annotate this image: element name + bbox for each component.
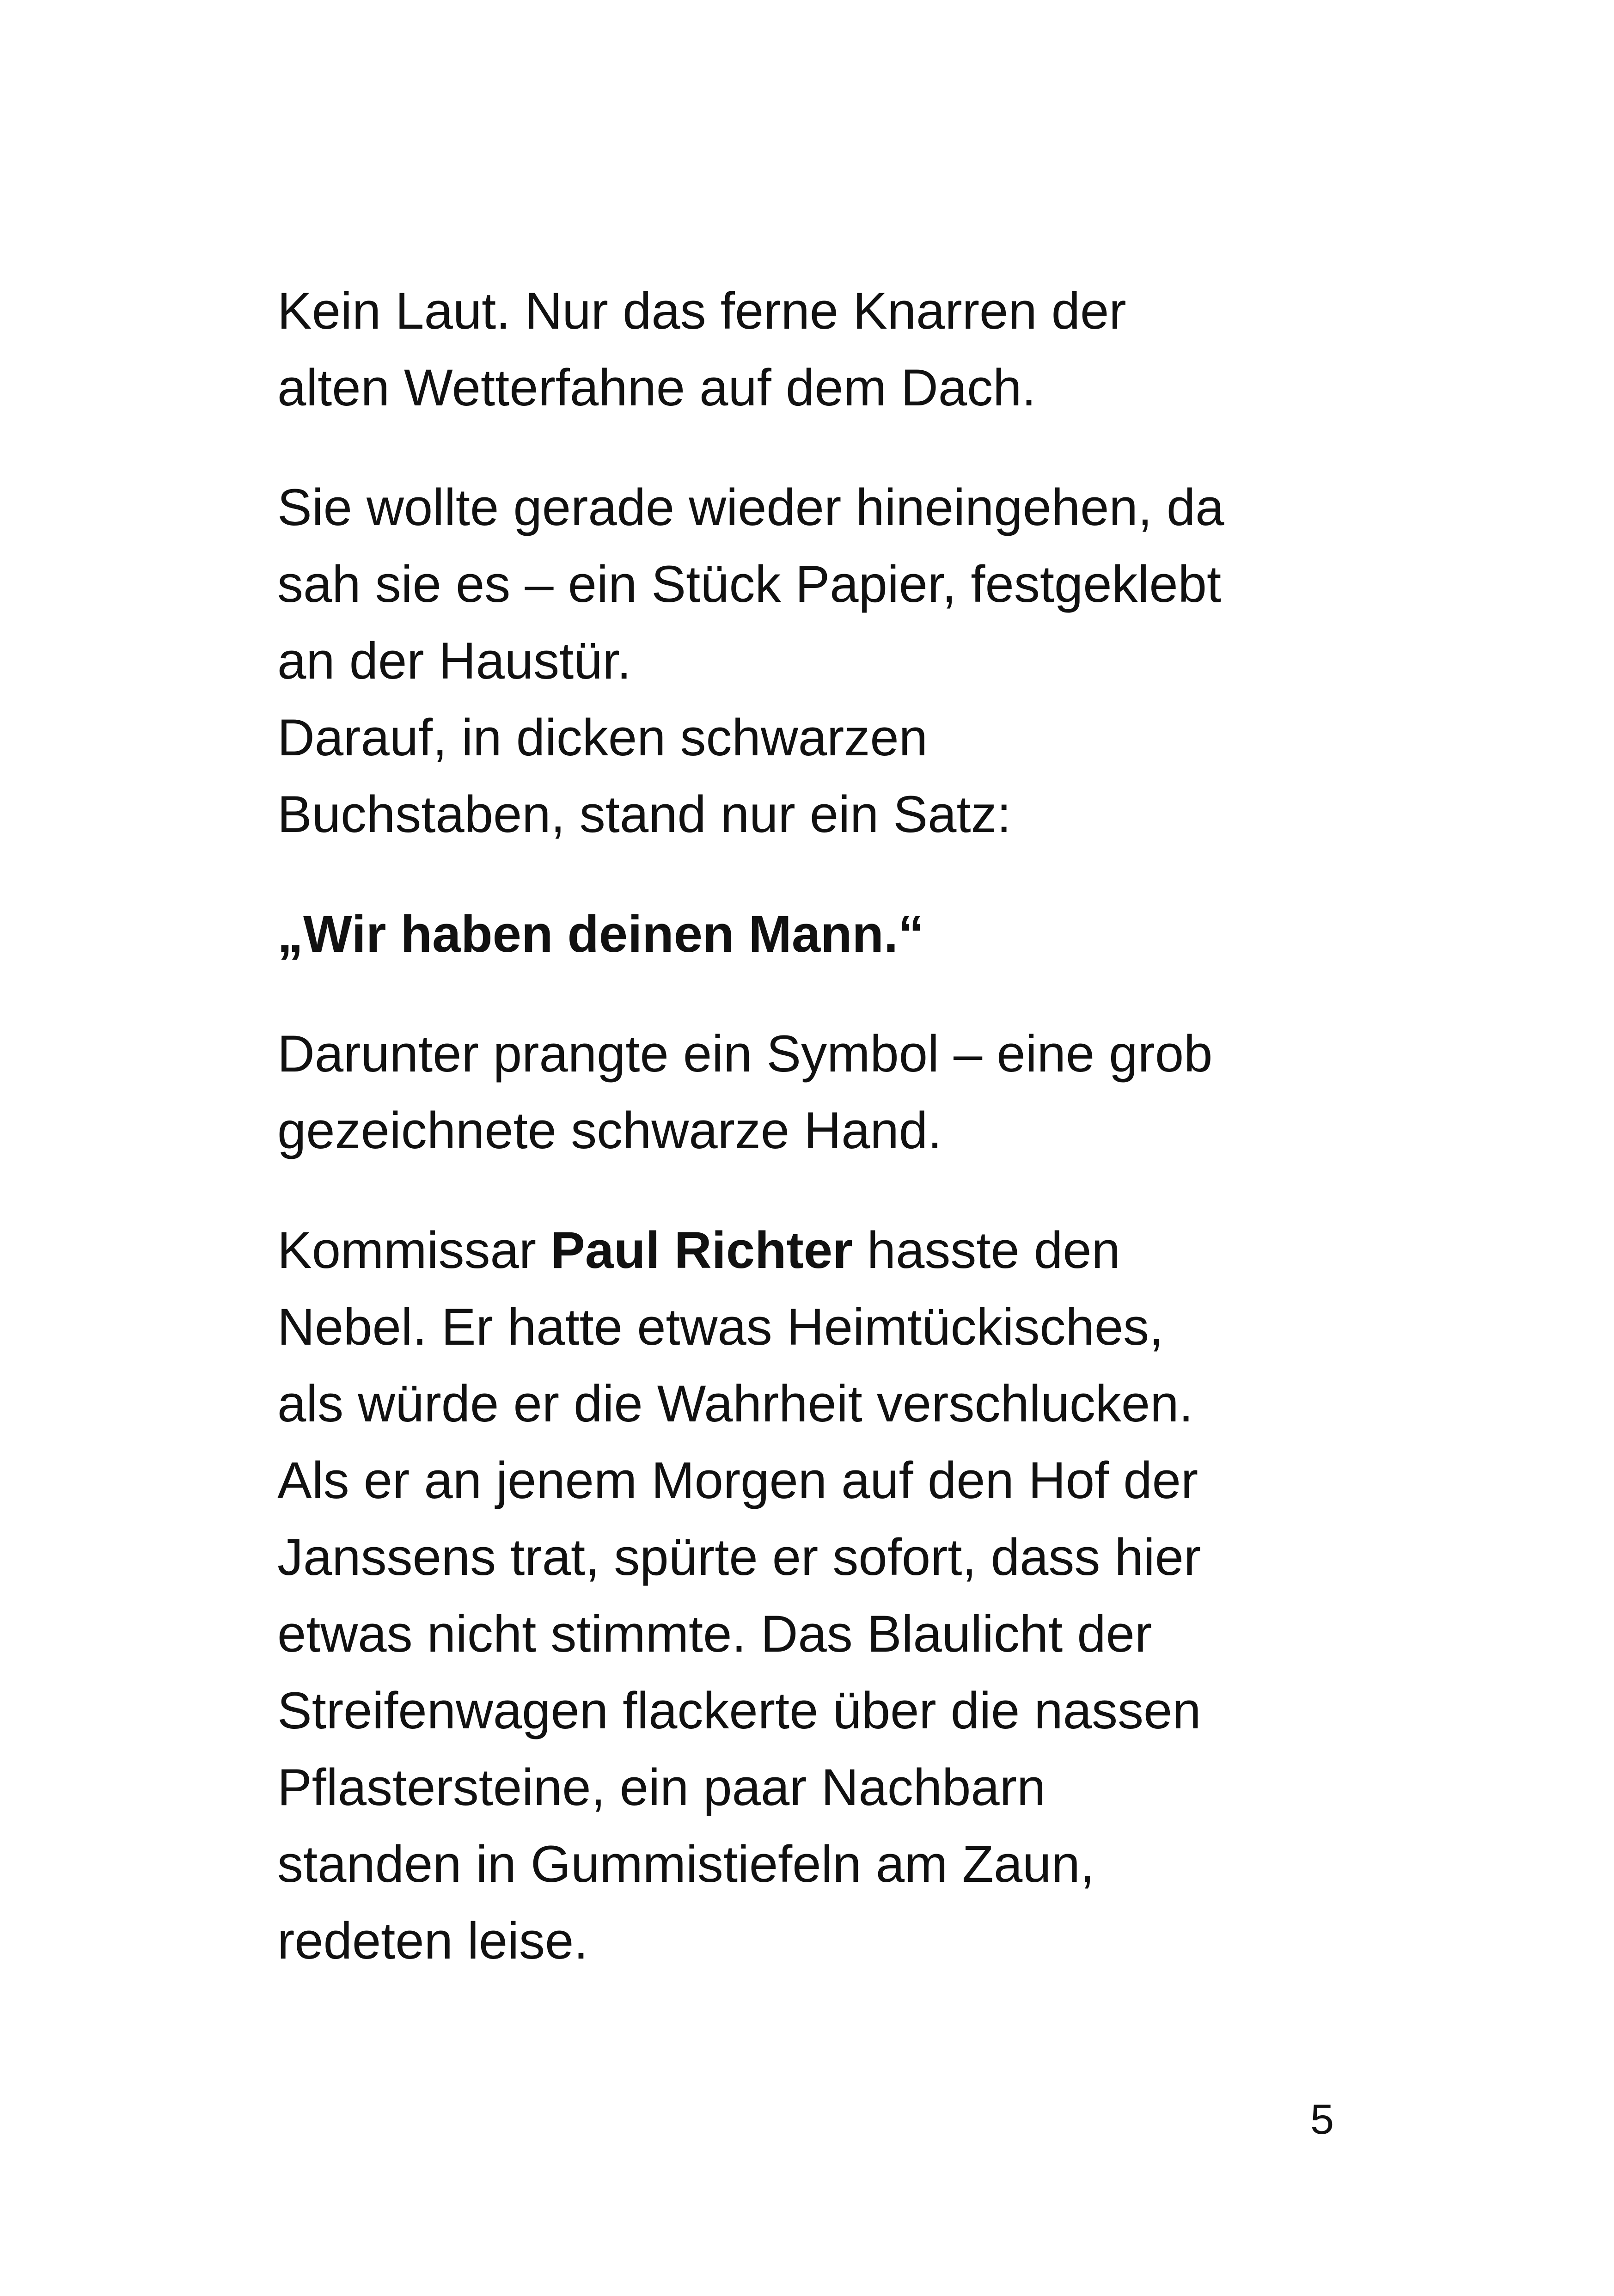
text-line: Darunter prangte ein Symbol – eine grob [277,1025,1213,1083]
text-fragment: hasste den [852,1221,1120,1279]
text-line: standen in Gummistiefeln am Zaun, [277,1835,1094,1893]
paragraph-4 [277,1016,1359,1169]
paragraph-1 [277,273,1359,426]
page-text [277,273,1359,1979]
text-line: alten Wetterfahne auf dem Dach. [277,359,1036,416]
text-line: Nebel. Er hatte etwas Heimtückisches, [277,1298,1164,1356]
character-name: Paul Richter [550,1221,853,1279]
text-line: redeten leise. [277,1912,588,1970]
paragraph-quote [277,896,1359,973]
text-line: gezeichnete schwarze Hand. [277,1102,942,1159]
text-line: Buchstaben, stand nur ein Satz: [277,785,1011,843]
text-line: Darauf, in dicken schwarzen [277,709,928,766]
text-line: an der Haustür. [277,632,631,690]
paragraph-5 [277,1212,1359,1979]
text-fragment: Kommissar [277,1221,551,1279]
text-line [277,1212,1359,1289]
page-number: 5 [1310,2096,1334,2143]
text-line: Sie wollte gerade wieder hineingehen, da [277,478,1224,536]
text-line: als würde er die Wahrheit verschlucken. [277,1375,1193,1433]
text-line: Janssens trat, spürte er sofort, dass hier [277,1528,1201,1586]
text-line: Kein Laut. Nur das ferne Knarren der [277,282,1126,340]
text-line: Streifenwagen flackerte über die nassen [277,1682,1201,1739]
text-line: sah sie es – ein Stück Papier, festgeklebt [277,555,1222,613]
paragraph-2 [277,469,1359,853]
text-line: etwas nicht stimmte. Das Blaulicht der [277,1605,1152,1663]
quote-line: „Wir haben deinen Mann.“ [277,905,924,963]
text-line: Pflastersteine, ein paar Nachbarn [277,1758,1046,1816]
text-line: Als er an jenem Morgen auf den Hof der [277,1451,1198,1509]
